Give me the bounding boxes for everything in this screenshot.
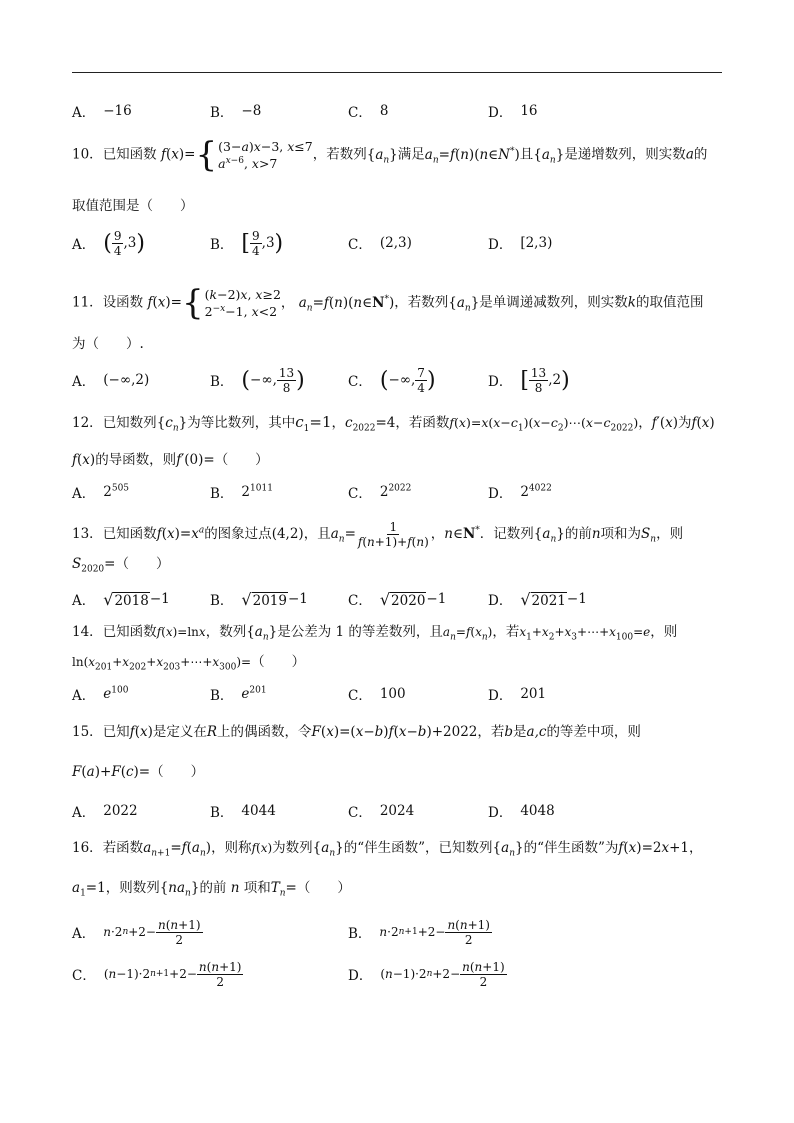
q14-options — [72, 680, 722, 708]
question-12: 12．已知数列$\{c_n\}$为等比数列，其中$c_1=1$，$c_{2022}=4$，若函数$f(x)=x(x-c_1)(x-c_2)\cdots(x-c_{2022})$，f′(x)为f(x) — [72, 413, 715, 434]
question-11: 11．设函数 f(x)= { (k−2)x, x≥2 $2^{-x}-1$, x<2 ， $a_n=f(n)(n\in N^*)$，若数列$\{a_n\}$是单调递减数列，则实数k的取值范围 — [72, 283, 704, 323]
q13-option-d[interactable]: D． √ 2021 −1 — [488, 589, 587, 609]
q13-options — [72, 585, 722, 613]
question-16: 16．若函数$a_{n+1}=f(a_n)$，则称f(x)为数列$\{a_n\}$的“伴生函数”，已知数列$\{a_n\}$的“伴生函数”为f(x)=2x+1， — [72, 840, 703, 859]
q16-option-a[interactable]: A． n ·2 n +2− $\frac{n(n+1)}{2}$ — [72, 917, 201, 947]
q11-option-b[interactable]: B． ( −∞, $\frac{13}{8}$ ) — [210, 365, 305, 395]
q9-option-d[interactable]: D． 16 — [488, 103, 538, 121]
q15-option-b[interactable]: B． 4044 — [210, 803, 276, 821]
q12-options — [72, 478, 722, 506]
q10-options — [72, 229, 722, 257]
question-10: 10．已知函数 f(x)= { (3−a)x−3, x≤7 $a^{x-6}$, x>7 ，若数列$\{a_n\}$满足$a_n=f(n)(n\in N^*)$且$\{a_n\}$是递增数列，则实数a的 — [72, 135, 708, 175]
q16-option-d[interactable]: D． ( n −1)·2 n +2− $\frac{n(n+1)}{2}$ — [348, 959, 505, 989]
q12-option-d[interactable]: D． $2^{4022}$ — [488, 483, 552, 502]
q16-options-row-2 — [72, 957, 722, 991]
q11-option-a[interactable]: A． (−∞,2) — [72, 372, 150, 390]
q10-option-c[interactable]: C． (2,3) — [348, 235, 412, 253]
q14-option-d[interactable]: D． 201 — [488, 686, 547, 704]
q9-option-c[interactable]: C． 8 — [348, 103, 389, 121]
question-11-line-2: 为（ ）. — [72, 336, 144, 352]
q15-option-d[interactable]: D． 4048 — [488, 803, 555, 821]
q15-option-c[interactable]: C． 2024 — [348, 803, 415, 821]
question-15: 15．已知f(x)是定义在R上的偶函数，令F(x)=(x−b)f(x−b)+2022，若b是a,c的等差中项，则 — [72, 724, 641, 740]
q13-option-a[interactable]: A． √ 2018 −1 — [72, 589, 170, 609]
q10-option-b[interactable]: B． [ $\frac{9}{4}$ ,3 ) — [210, 228, 284, 258]
q14-option-c[interactable]: C． 100 — [348, 686, 406, 704]
q15-options — [72, 797, 722, 825]
q14-option-a[interactable]: A． $e^{100}$ — [72, 685, 129, 704]
q10-option-d[interactable]: D． [2,3) — [488, 235, 553, 253]
q12-option-c[interactable]: C． $2^{2022}$ — [348, 483, 412, 502]
question-14: 14．已知函数f(x)=lnx，数列$\{a_n\}$是公差为 1 的等差数列，且$a_n=f(x_n)$，若$x_1+x_2+x_3+\cdots+x_{100}=e$，则 — [72, 624, 678, 643]
question-10-line-2: 取值范围是（ ） — [72, 198, 194, 214]
question-13-line-2: $S_{2020}=$（ ） — [72, 556, 170, 575]
q16-option-b[interactable]: B． n ·2 n+1 +2− $\frac{n(n+1)}{2}$ — [348, 917, 490, 947]
q13-option-c[interactable]: C． √ 2020 −1 — [348, 589, 447, 609]
q11-option-c[interactable]: C． ( −∞, $\frac{7}{4}$ ) — [348, 365, 436, 395]
q9-option-b[interactable]: B． −8 — [210, 103, 262, 121]
question-13: 13．已知函数$f(x)=x^a$的图象过点(4,2)，且$a_n=$ $\frac{1}{f(n+1)+f(n)}$ ，n∈N*．记数列$\{a_n\}$的前n项和为$S_n$，则 — [72, 520, 684, 549]
q14-option-b[interactable]: B． $e^{201}$ — [210, 685, 267, 704]
q13-option-b[interactable]: B． √ 2019 −1 — [210, 589, 308, 609]
q9-option-a[interactable]: A． −16 — [72, 103, 132, 121]
q12-option-b[interactable]: B． $2^{1011}$ — [210, 483, 273, 502]
q9-options — [72, 97, 722, 125]
q10-option-a[interactable]: A． ( $\frac{9}{4}$ ,3 ) — [72, 228, 145, 258]
header-rule — [72, 72, 722, 73]
question-14-line-2: $\ln(x_{201}+x_{202}+x_{203}+\cdots+x_{300})=$（ ） — [72, 654, 306, 673]
question-15-line-2: F(a)+F(c)=（ ） — [72, 764, 205, 780]
q16-options-row-1 — [72, 915, 722, 949]
q15-option-a[interactable]: A． 2022 — [72, 803, 138, 821]
question-12-line-2: f(x)的导函数，则f′(0)=（ ） — [72, 452, 269, 468]
q12-option-a[interactable]: A． $2^{505}$ — [72, 483, 130, 502]
question-16-line-2: $a_1=1$，则数列$\{na_n\}$的前 n 项和$T_n=$（ ） — [72, 880, 351, 899]
q11-options — [72, 366, 722, 394]
q11-option-d[interactable]: D． [ $\frac{13}{8}$ ,2 ) — [488, 365, 570, 395]
q16-option-c[interactable]: C． ( n −1)·2 n+1 +2− $\frac{n(n+1)}{2}$ — [72, 959, 242, 989]
